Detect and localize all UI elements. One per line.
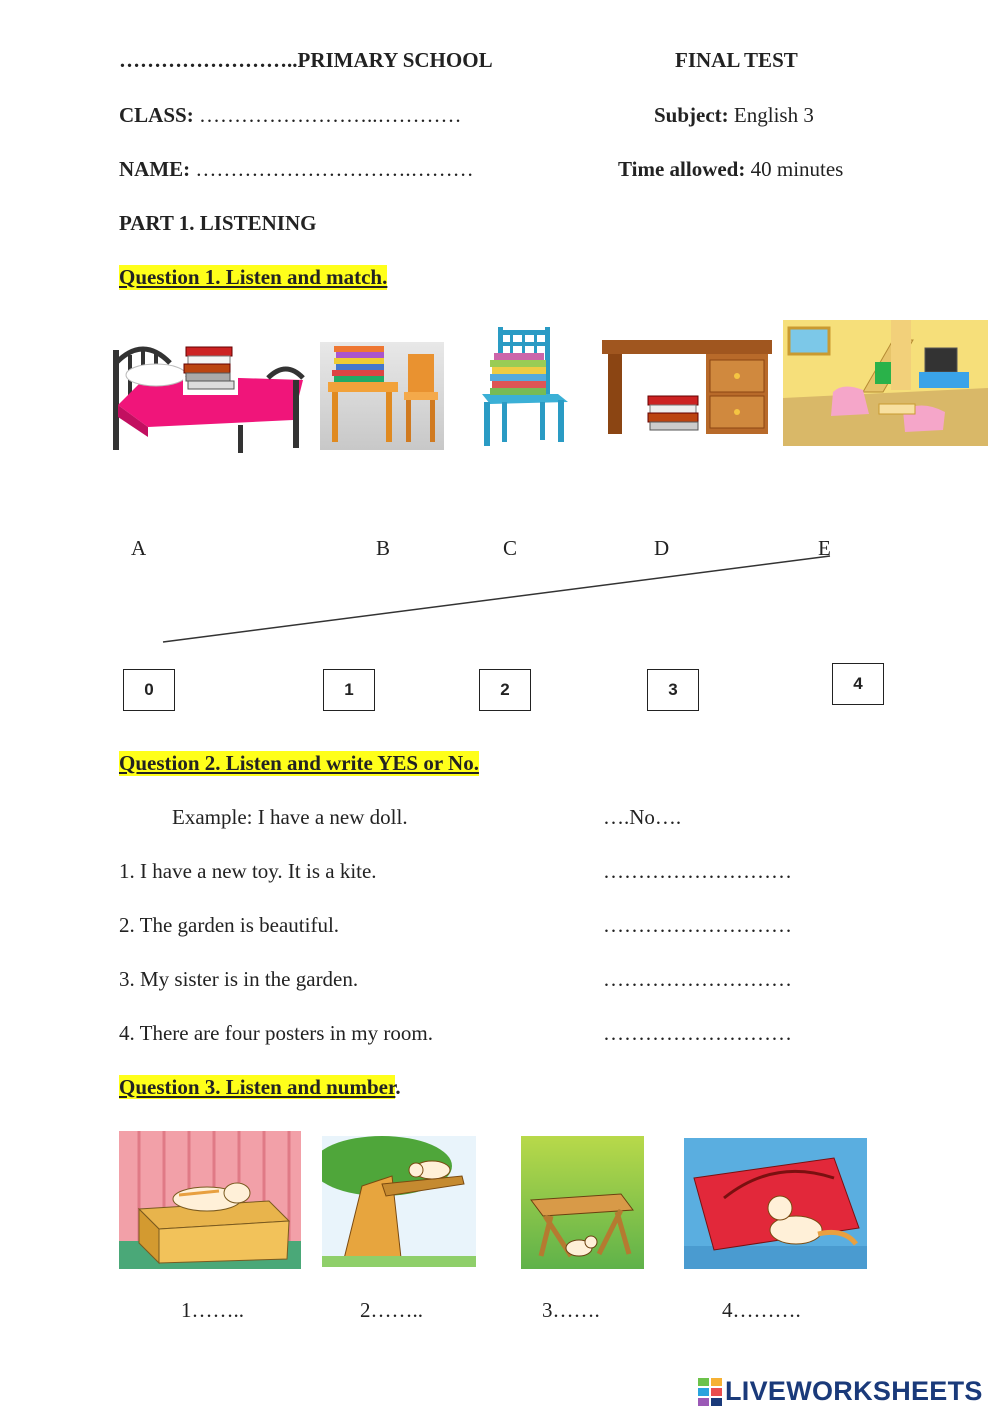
match-box-0[interactable]: 0 xyxy=(123,669,175,711)
question-3-title xyxy=(119,1075,401,1100)
class-blank[interactable]: ……………………..………… xyxy=(198,103,462,127)
match-box-4[interactable]: 4 xyxy=(832,663,884,705)
q2-answer-4[interactable]: ……………………… xyxy=(603,1021,792,1045)
image-cat-on-box xyxy=(119,1131,301,1269)
subject-label: Subject: xyxy=(654,103,729,127)
name-label: NAME: xyxy=(119,157,191,181)
letter-a: A xyxy=(131,536,147,560)
question-2-title: Question 2. Listen and write YES or No. xyxy=(119,751,479,775)
part-heading: PART 1. LISTENING xyxy=(119,211,317,235)
name-blank[interactable]: ………………………….……… xyxy=(195,157,474,181)
liveworksheets-logo-icon xyxy=(697,1377,723,1407)
school-name: ……………………..PRIMARY SCHOOL xyxy=(119,48,493,72)
test-title: FINAL TEST xyxy=(675,48,798,72)
time-value: 40 minutes xyxy=(750,157,844,181)
q3-label-2[interactable]: 2…….. xyxy=(360,1298,423,1322)
match-box-3[interactable]: 3 xyxy=(647,669,699,711)
q2-answer-2[interactable]: ……………………… xyxy=(603,913,792,937)
letter-c: C xyxy=(503,536,518,560)
q3-label-4[interactable]: 4………. xyxy=(722,1298,801,1322)
q3-label-1[interactable]: 1…….. xyxy=(181,1298,244,1322)
question-3-title-text: Question 3. Listen and number xyxy=(119,1075,396,1099)
q2-item-1: 1. I have a new toy. It is a kite. xyxy=(119,859,377,883)
question-3-title-period: . xyxy=(395,1075,401,1099)
question-1-title: Question 1. Listen and match. xyxy=(119,265,388,289)
q2-item-4: 4. There are four posters in my room. xyxy=(119,1021,433,1045)
match-box-2[interactable]: 2 xyxy=(479,669,531,711)
image-cat-in-tree xyxy=(322,1136,476,1267)
image-cat-under-table xyxy=(521,1136,644,1269)
class-label: CLASS: xyxy=(119,103,194,127)
q2-item-2: 2. The garden is beautiful. xyxy=(119,913,340,937)
q3-label-3[interactable]: 3……. xyxy=(542,1298,600,1322)
letter-d: D xyxy=(654,536,670,560)
q2-answer-1[interactable]: ……………………… xyxy=(603,859,792,883)
time-label: Time allowed: xyxy=(618,157,746,181)
letter-e: E xyxy=(818,536,831,560)
letter-b: B xyxy=(376,536,391,560)
liveworksheets-logo-text: LIVEWORKSHEETS xyxy=(725,1376,983,1406)
match-box-1[interactable]: 1 xyxy=(323,669,375,711)
q2-item-3: 3. My sister is in the garden. xyxy=(119,967,359,991)
q2-answer-3[interactable]: ……………………… xyxy=(603,967,792,991)
subject-value: English 3 xyxy=(733,103,814,127)
q2-example: Example: I have a new doll. xyxy=(172,805,408,829)
example-match-line xyxy=(0,0,1000,700)
q2-example-answer: ….No…. xyxy=(603,805,682,829)
image-cat-beside-bag xyxy=(684,1138,867,1269)
liveworksheets-logo xyxy=(697,1376,983,1407)
